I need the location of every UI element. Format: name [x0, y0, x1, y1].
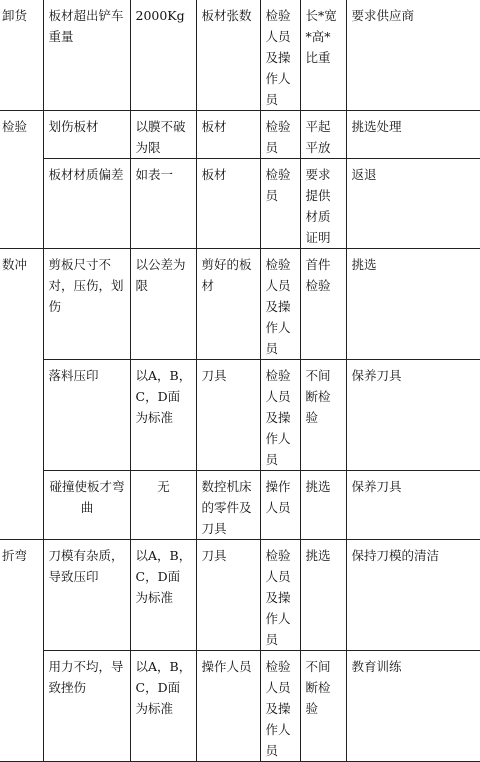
- responsible-text: 检验人员及操作人员: [265, 548, 291, 647]
- standard-cell: [130, 111, 196, 159]
- table-row: [0, 360, 480, 471]
- issue-text: 板材超出铲车重量: [48, 8, 124, 44]
- method-cell: [300, 159, 346, 249]
- standard-text: 以膜不破为限: [135, 119, 186, 155]
- issue-cell: [43, 159, 130, 249]
- standard-cell: [130, 249, 196, 360]
- standard-text: 以A，B，C，D面为标准: [135, 548, 192, 605]
- responsible-cell: [260, 651, 300, 762]
- standard-cell: [130, 651, 196, 762]
- cause-cell: [196, 111, 260, 159]
- table-row: [0, 249, 480, 360]
- issue-text: 落料压印: [48, 368, 99, 383]
- issue-cell: [43, 111, 130, 159]
- issue-cell: [43, 249, 130, 360]
- cause-text: 板材张数: [201, 8, 252, 23]
- action-cell: [346, 540, 480, 651]
- action-text: 挑选处理: [351, 119, 402, 134]
- cause-text: 板材: [201, 167, 227, 182]
- cause-text: 数控机床的零件及刀具: [201, 479, 252, 536]
- issue-cell: [43, 471, 130, 540]
- standard-cell: [130, 471, 196, 540]
- method-cell: [300, 540, 346, 651]
- action-text: 返退: [351, 167, 377, 182]
- responsible-text: 检验人员及操作人员: [265, 368, 291, 467]
- standard-text: 无: [157, 479, 170, 494]
- method-text: 平起平放: [305, 119, 331, 155]
- cause-cell: [196, 159, 260, 249]
- method-cell: [300, 471, 346, 540]
- responsible-text: 检验员: [265, 119, 291, 155]
- table-row: [0, 111, 480, 159]
- cause-cell: [196, 0, 260, 111]
- issue-text: 板材材质偏差: [48, 167, 124, 182]
- section-text: 折弯: [2, 548, 28, 563]
- responsible-text: 检验人员及操作人员: [265, 659, 291, 758]
- responsible-cell: [260, 540, 300, 651]
- section-cell: [0, 360, 43, 471]
- standard-cell: [130, 0, 196, 111]
- cause-text: 刀具: [201, 368, 227, 383]
- cause-cell: [196, 249, 260, 360]
- issue-cell: [43, 360, 130, 471]
- section-text: 卸货: [2, 8, 28, 23]
- issue-text: 划伤板材: [48, 119, 99, 134]
- action-text: 保养刀具: [351, 479, 402, 494]
- action-cell: [346, 0, 480, 111]
- method-text: 不间断检验: [305, 659, 331, 716]
- section-cell: [0, 249, 43, 360]
- cause-cell: [196, 540, 260, 651]
- responsible-cell: [260, 0, 300, 111]
- table-row: [0, 159, 480, 249]
- issue-cell: [43, 651, 130, 762]
- issue-text: 剪板尺寸不对，压伤，划伤: [48, 257, 124, 314]
- table-row: [0, 540, 480, 651]
- cause-text: 剪好的板材: [201, 257, 252, 293]
- issue-cell: [43, 540, 130, 651]
- method-text: 挑选: [305, 548, 331, 563]
- action-text: 挑选: [351, 257, 377, 272]
- responsible-cell: [260, 159, 300, 249]
- section-cell: [0, 0, 43, 111]
- section-cell: [0, 159, 43, 249]
- issue-text: 刀模有杂质，导致压印: [48, 548, 124, 584]
- action-text: 教育训练: [351, 659, 402, 674]
- section-cell: [0, 471, 43, 540]
- responsible-cell: [260, 249, 300, 360]
- action-cell: [346, 249, 480, 360]
- action-text: 保持刀模的清洁: [351, 548, 440, 563]
- table-row: [0, 651, 480, 762]
- standard-text: 如表一: [135, 167, 174, 182]
- section-text: 数冲: [2, 257, 28, 272]
- action-cell: [346, 471, 480, 540]
- responsible-text: 检验人员及操作人员: [265, 8, 291, 107]
- method-text: 长*宽*高*比重: [305, 8, 337, 65]
- method-cell: [300, 111, 346, 159]
- standard-cell: [130, 360, 196, 471]
- table-row: [0, 0, 480, 111]
- cause-cell: [196, 471, 260, 540]
- section-cell: [0, 540, 43, 651]
- method-cell: [300, 651, 346, 762]
- method-cell: [300, 249, 346, 360]
- responsible-text: 操作人员: [265, 479, 291, 515]
- action-text: 保养刀具: [351, 368, 402, 383]
- standard-text: 以A，B，C，D面为标准: [135, 368, 192, 425]
- issue-text: 用力不均，导致挫伤: [48, 659, 124, 695]
- action-cell: [346, 360, 480, 471]
- responsible-cell: [260, 471, 300, 540]
- method-text: 要求提供材质证明: [305, 167, 331, 245]
- cause-cell: [196, 360, 260, 471]
- cause-text: 板材: [201, 119, 227, 134]
- section-cell: [0, 651, 43, 762]
- method-cell: [300, 0, 346, 111]
- action-cell: [346, 159, 480, 249]
- responsible-text: 检验人员及操作人员: [265, 257, 291, 356]
- standard-text: 2000Kg: [135, 8, 185, 23]
- section-cell: [0, 111, 43, 159]
- method-text: 挑选: [305, 479, 331, 494]
- responsible-text: 检验员: [265, 167, 291, 203]
- issue-text: 碰撞使板才弯曲: [49, 479, 125, 515]
- standard-text: 以公差为限: [135, 257, 186, 293]
- action-text: 要求供应商: [351, 8, 415, 23]
- standard-cell: [130, 540, 196, 651]
- method-text: 不间断检验: [305, 368, 331, 425]
- issue-cell: [43, 0, 130, 111]
- section-text: 检验: [2, 119, 28, 134]
- standard-cell: [130, 159, 196, 249]
- cause-text: 操作人员: [201, 659, 252, 674]
- method-text: 首件检验: [305, 257, 331, 293]
- responsible-cell: [260, 111, 300, 159]
- cause-cell: [196, 651, 260, 762]
- table-row: [0, 471, 480, 540]
- responsible-cell: [260, 360, 300, 471]
- action-cell: [346, 651, 480, 762]
- cause-text: 刀具: [201, 548, 227, 563]
- standard-text: 以A，B，C，D面为标准: [135, 659, 192, 716]
- method-cell: [300, 360, 346, 471]
- action-cell: [346, 111, 480, 159]
